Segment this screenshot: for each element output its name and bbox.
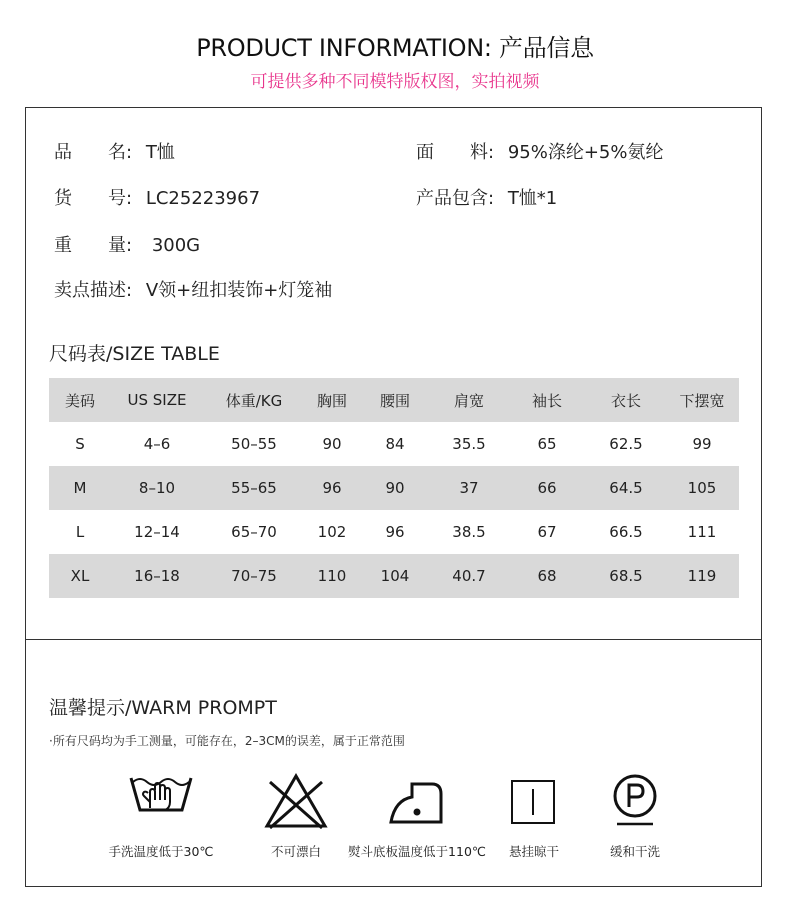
size-table-header-cell: 胸围 <box>316 391 347 410</box>
table-cell: 65 <box>537 435 557 453</box>
size-table-header-cell: 腰围 <box>379 391 410 410</box>
size-table-header-cell: US SIZE <box>127 391 187 409</box>
table-cell: 68.5 <box>609 567 643 585</box>
hand-wash-icon <box>128 772 194 828</box>
info-package-value: T恤*1 <box>507 188 558 209</box>
size-table-header-cell: 体重/KG <box>225 391 283 410</box>
info-selling-label: 卖点描述: <box>54 280 133 301</box>
table-cell: 70–75 <box>231 567 277 585</box>
care-label-dry-clean: 缓和干洗 <box>609 844 660 859</box>
info-sku-label: 货 号: <box>54 188 133 209</box>
table-cell: 105 <box>687 479 717 497</box>
table-cell: 40.7 <box>452 567 486 585</box>
table-row <box>49 422 739 466</box>
care-label-hand-wash: 手洗温度低于30℃ <box>108 844 214 859</box>
table-cell: M <box>73 479 87 497</box>
table-cell: 96 <box>385 523 405 541</box>
table-cell: 62.5 <box>609 435 643 453</box>
info-name-label: 品 名: <box>54 142 133 163</box>
info-name-value: T恤 <box>145 142 175 163</box>
table-cell: 50–55 <box>231 435 277 453</box>
table-cell: 90 <box>322 435 342 453</box>
table-cell: 66.5 <box>609 523 643 541</box>
table-cell: 64.5 <box>609 479 643 497</box>
iron-low-icon <box>386 780 444 826</box>
table-cell: 99 <box>692 435 712 453</box>
line-dry-icon <box>510 779 556 825</box>
size-table-header-cell: 肩宽 <box>453 391 484 410</box>
size-table-heading: 尺码表/SIZE TABLE <box>49 343 220 365</box>
warm-prompt-heading: 温馨提示/WARM PROMPT <box>49 697 277 719</box>
info-selling-value: V领+纽扣装饰+灯笼袖 <box>145 280 333 301</box>
table-cell: 104 <box>380 567 410 585</box>
table-cell: 102 <box>317 523 347 541</box>
info-fabric-label: 面 料: <box>416 142 495 163</box>
table-cell: 68 <box>537 567 557 585</box>
info-weight <box>54 231 200 257</box>
measurement-note: ·所有尺码均为手工测量，可能存在，2–3CM的误差，属于正常范围 <box>49 734 405 748</box>
table-row <box>49 466 739 510</box>
table-cell: 110 <box>317 567 347 585</box>
table-cell: L <box>75 523 85 541</box>
table-cell: 4–6 <box>143 435 171 453</box>
table-cell: 67 <box>537 523 557 541</box>
info-weight-label: 重 量: <box>54 235 133 256</box>
page-title: PRODUCT INFORMATION: 产品信息 <box>196 34 594 62</box>
table-cell: 111 <box>687 523 717 541</box>
care-label-line-dry: 悬挂晾干 <box>508 844 559 859</box>
size-table-header-cell: 下摆宽 <box>679 391 725 410</box>
table-cell: 90 <box>385 479 405 497</box>
table-cell: 12–14 <box>134 523 180 541</box>
page-subtitle: 可提供多种不同模特版权图，实拍视频 <box>250 72 540 92</box>
table-cell: 8–10 <box>138 479 176 497</box>
care-label-iron: 熨斗底板温度低于110℃ <box>348 844 486 859</box>
section-divider <box>25 639 762 640</box>
info-sku-value: LC25223967 <box>145 188 261 209</box>
size-table-header-row <box>49 378 739 422</box>
size-table <box>49 378 739 598</box>
table-cell: 65–70 <box>231 523 277 541</box>
info-fabric <box>416 138 663 164</box>
gentle-dry-clean-icon <box>611 772 659 830</box>
info-weight-value: 300G <box>151 235 201 256</box>
table-cell: 84 <box>385 435 405 453</box>
table-row <box>49 510 739 554</box>
info-selling <box>54 276 332 302</box>
info-fabric-value: 95%涤纶+5%氨纶 <box>507 142 664 163</box>
table-cell: S <box>75 435 85 453</box>
care-label-no-bleach: 不可漂白 <box>270 844 321 859</box>
info-name <box>54 138 175 164</box>
info-sku <box>54 184 260 210</box>
table-cell: 55–65 <box>231 479 277 497</box>
table-cell: 38.5 <box>452 523 486 541</box>
size-table-header-cell: 袖长 <box>531 391 562 410</box>
info-package-label: 产品包含: <box>416 188 495 209</box>
size-table-header-cell: 美码 <box>64 391 95 410</box>
table-row <box>49 554 739 598</box>
do-not-bleach-icon <box>264 772 328 830</box>
table-cell: 119 <box>687 567 717 585</box>
table-cell: 16–18 <box>134 567 180 585</box>
table-cell: 37 <box>459 479 479 497</box>
table-cell: XL <box>70 567 90 585</box>
table-cell: 66 <box>537 479 557 497</box>
table-cell: 96 <box>322 479 342 497</box>
info-package <box>416 184 557 210</box>
table-cell: 35.5 <box>452 435 486 453</box>
size-table-header-cell: 衣长 <box>610 391 641 410</box>
